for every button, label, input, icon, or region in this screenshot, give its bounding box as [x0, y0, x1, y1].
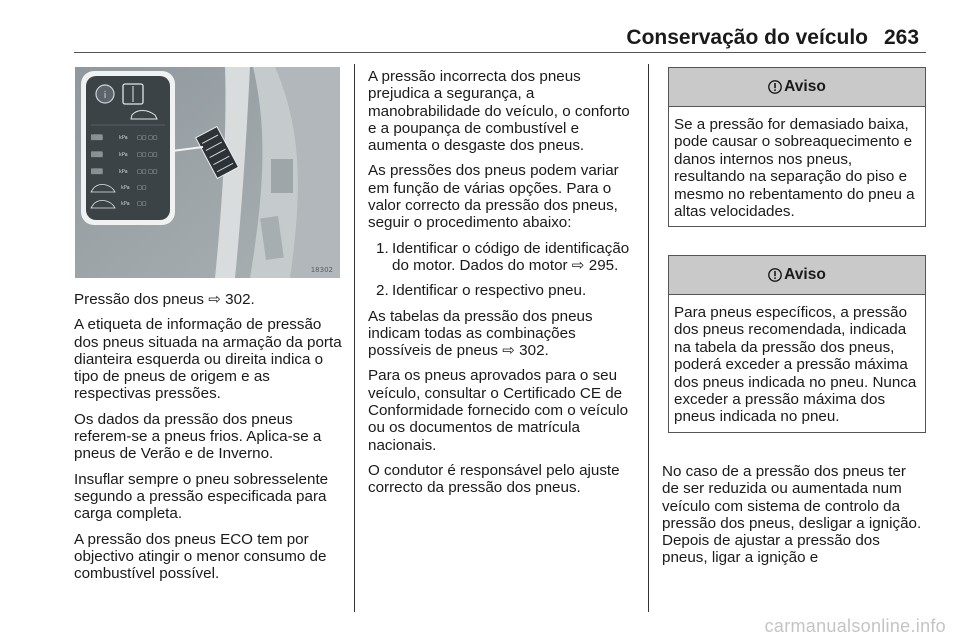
- figure-code: 18302: [310, 266, 333, 274]
- paragraph: A etiqueta de informação de pressão dos pneus situada na armação da porta dianteira esquerda ou direita indica o tipo de pneus de origem e as respectivas pressões.: [74, 316, 342, 403]
- step-number: 1.: [376, 239, 389, 257]
- svg-text:kPa: kPa: [119, 152, 128, 158]
- svg-text:□□: □□: [137, 201, 147, 207]
- figure-caption: Pressão dos pneus ⇨ 302.: [74, 291, 255, 308]
- paragraph: A pressão incorrecta dos pneus prejudica a segurança, a manobrabilidade do veículo, o conforto e a poupança de combustível e aumenta o desgaste dos pneus.: [368, 68, 630, 155]
- svg-text:▒▒▒: ▒▒▒: [91, 135, 103, 141]
- procedure-step: [368, 240, 636, 275]
- svg-text:▒▒▒: ▒▒▒: [91, 169, 103, 175]
- paragraph: As tabelas da pressão dos pneus indicam todas as combinações possíveis de pneus ⇨ 302.: [368, 307, 593, 360]
- paragraph: Os dados da pressão dos pneus referem-se a pneus frios. Aplica-se a pneus de Verão e de Inverno.: [74, 410, 322, 463]
- svg-text:kPa: kPa: [119, 169, 128, 175]
- warning-header: [669, 256, 925, 295]
- step-text: Identificar o respectivo pneu.: [392, 282, 587, 300]
- step-text: Identificar o código de identificação do motor. Dados do motor ⇨ 295.: [392, 239, 630, 274]
- column-right: [662, 463, 926, 575]
- procedure-step: [368, 282, 636, 299]
- paragraph: As pressões dos pneus podem variar em função de várias opções. Para o valor correcto da pressão dos pneus, seguir o procedimento abaixo:: [368, 162, 619, 232]
- tire-pressure-label-figure: [75, 67, 340, 278]
- svg-text:kPa: kPa: [121, 201, 130, 207]
- warning-text: Para pneus específicos, a pressão dos pneus recomendada, indicada na tabela da pressão dos pneus, poderá exceder a pressão máxima dos pneus indicada no pneu. Nunca exceder a pressão máxima dos pneus indicada no pneu.: [674, 304, 917, 426]
- svg-text:▒▒▒: ▒▒▒: [91, 152, 103, 158]
- page-title: Conservação do veículo: [626, 26, 868, 49]
- watermark: carmanualsonline.info: [764, 616, 946, 636]
- procedure-steps: [368, 240, 636, 300]
- warning-icon: [768, 268, 782, 282]
- paragraph: Para os pneus aprovados para o seu veículo, consultar o Certificado CE de Conformidade fornecido com o veículo ou os documentos de matrícula nacionais.: [368, 367, 629, 454]
- svg-text:□□ □□: □□ □□: [137, 169, 158, 175]
- step-number: 2.: [376, 282, 389, 300]
- paragraph: O condutor é responsável pelo ajuste correcto da pressão dos pneus.: [368, 461, 620, 497]
- warning-header: [669, 68, 925, 107]
- warning-title: Aviso: [784, 78, 826, 95]
- paragraph: Insuflar sempre o pneu sobresselente segundo a pressão especificada para carga completa.: [74, 470, 329, 523]
- warning-box: [668, 67, 926, 227]
- column-left: [74, 291, 342, 590]
- svg-text:kPa: kPa: [121, 185, 130, 191]
- warning-icon: [768, 80, 782, 94]
- header-rule: [74, 52, 926, 53]
- column-middle: [368, 68, 636, 505]
- svg-text:□□ □□: □□ □□: [137, 135, 158, 141]
- svg-text:kPa: kPa: [119, 135, 128, 141]
- warning-box: [668, 255, 926, 433]
- svg-text:□□: □□: [137, 185, 147, 191]
- warning-text: Se a pressão for demasiado baixa, pode causar o sobreaquecimento e danos internos nos pneus, resultando na separação do piso e mesmo no rebentamento do pneu a altas velocidades.: [674, 116, 915, 221]
- paragraph: A pressão dos pneus ECO tem por objectivo atingir o menor consumo de combustível possível.: [74, 530, 327, 583]
- column-divider: [354, 64, 355, 612]
- paragraph: No caso de a pressão dos pneus ter de ser reduzida ou aumentada num veículo com sistema de controlo da pressão dos pneus, desligar a ignição. Depois de ajustar a pressão dos pneus, ligar a ignição e: [662, 463, 922, 567]
- page-number: 263: [884, 26, 920, 49]
- column-divider: [648, 64, 649, 612]
- warning-title: Aviso: [784, 266, 826, 283]
- svg-text:i: i: [103, 91, 107, 101]
- svg-text:□□ □□: □□ □□: [137, 152, 158, 158]
- door-frame-illustration: [75, 67, 340, 278]
